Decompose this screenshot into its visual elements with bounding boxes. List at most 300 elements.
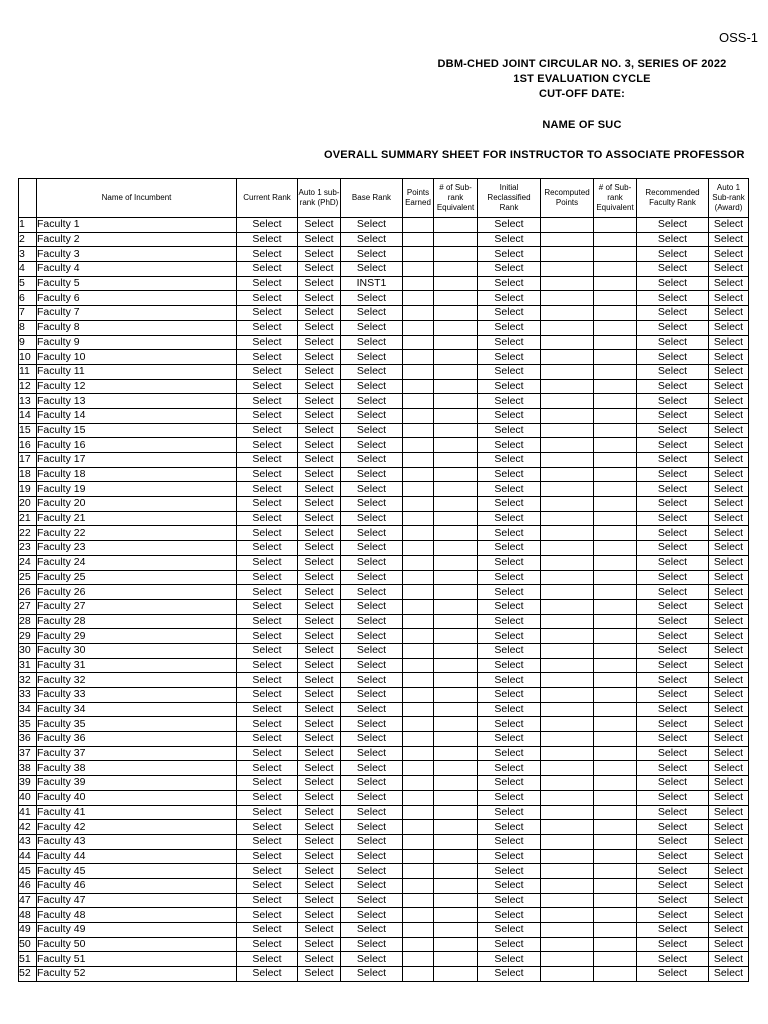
recommended-rank-select[interactable]: Select <box>637 952 709 967</box>
current-rank-select[interactable]: Select <box>237 320 298 335</box>
base-rank-select[interactable]: Select <box>341 702 403 717</box>
points-earned-cell[interactable] <box>403 276 434 291</box>
auto-subrank-phd-select[interactable]: Select <box>298 453 341 468</box>
subrank-equivalent-cell[interactable] <box>434 923 478 938</box>
current-rank-select[interactable]: Select <box>237 776 298 791</box>
recomputed-points-cell[interactable] <box>541 834 594 849</box>
base-rank-select[interactable]: Select <box>341 629 403 644</box>
auto-subrank-phd-select[interactable]: Select <box>298 923 341 938</box>
auto-subrank-award-select[interactable]: Select <box>709 511 749 526</box>
initial-rank-select[interactable]: Select <box>478 541 541 556</box>
points-earned-cell[interactable] <box>403 805 434 820</box>
auto-subrank-phd-select[interactable]: Select <box>298 761 341 776</box>
auto-subrank-award-select[interactable]: Select <box>709 834 749 849</box>
subrank-equivalent-2-cell[interactable] <box>594 555 637 570</box>
base-rank-select[interactable]: Select <box>341 335 403 350</box>
subrank-equivalent-cell[interactable] <box>434 864 478 879</box>
points-earned-cell[interactable] <box>403 923 434 938</box>
initial-rank-select[interactable]: Select <box>478 614 541 629</box>
initial-rank-select[interactable]: Select <box>478 834 541 849</box>
base-rank-select[interactable]: Select <box>341 541 403 556</box>
subrank-equivalent-cell[interactable] <box>434 688 478 703</box>
auto-subrank-award-select[interactable]: Select <box>709 453 749 468</box>
auto-subrank-phd-select[interactable]: Select <box>298 379 341 394</box>
points-earned-cell[interactable] <box>403 952 434 967</box>
subrank-equivalent-2-cell[interactable] <box>594 908 637 923</box>
subrank-equivalent-2-cell[interactable] <box>594 658 637 673</box>
recomputed-points-cell[interactable] <box>541 482 594 497</box>
recommended-rank-select[interactable]: Select <box>637 967 709 982</box>
auto-subrank-award-select[interactable]: Select <box>709 658 749 673</box>
recomputed-points-cell[interactable] <box>541 702 594 717</box>
auto-subrank-award-select[interactable]: Select <box>709 247 749 262</box>
recomputed-points-cell[interactable] <box>541 908 594 923</box>
points-earned-cell[interactable] <box>403 717 434 732</box>
recommended-rank-select[interactable]: Select <box>637 834 709 849</box>
subrank-equivalent-cell[interactable] <box>434 658 478 673</box>
points-earned-cell[interactable] <box>403 218 434 233</box>
subrank-equivalent-cell[interactable] <box>434 291 478 306</box>
current-rank-select[interactable]: Select <box>237 379 298 394</box>
recomputed-points-cell[interactable] <box>541 453 594 468</box>
points-earned-cell[interactable] <box>403 379 434 394</box>
subrank-equivalent-cell[interactable] <box>434 673 478 688</box>
recommended-rank-select[interactable]: Select <box>637 585 709 600</box>
initial-rank-select[interactable]: Select <box>478 276 541 291</box>
base-rank-select[interactable]: Select <box>341 673 403 688</box>
points-earned-cell[interactable] <box>403 849 434 864</box>
points-earned-cell[interactable] <box>403 790 434 805</box>
auto-subrank-award-select[interactable]: Select <box>709 218 749 233</box>
recommended-rank-select[interactable]: Select <box>637 482 709 497</box>
subrank-equivalent-2-cell[interactable] <box>594 306 637 321</box>
recommended-rank-select[interactable]: Select <box>637 232 709 247</box>
auto-subrank-phd-select[interactable]: Select <box>298 467 341 482</box>
recomputed-points-cell[interactable] <box>541 952 594 967</box>
auto-subrank-award-select[interactable]: Select <box>709 570 749 585</box>
auto-subrank-award-select[interactable]: Select <box>709 364 749 379</box>
recommended-rank-select[interactable]: Select <box>637 643 709 658</box>
auto-subrank-award-select[interactable]: Select <box>709 482 749 497</box>
initial-rank-select[interactable]: Select <box>478 937 541 952</box>
points-earned-cell[interactable] <box>403 511 434 526</box>
auto-subrank-phd-select[interactable]: Select <box>298 438 341 453</box>
subrank-equivalent-cell[interactable] <box>434 732 478 747</box>
auto-subrank-phd-select[interactable]: Select <box>298 262 341 277</box>
initial-rank-select[interactable]: Select <box>478 717 541 732</box>
recommended-rank-select[interactable]: Select <box>637 908 709 923</box>
recommended-rank-select[interactable]: Select <box>637 320 709 335</box>
subrank-equivalent-2-cell[interactable] <box>594 364 637 379</box>
auto-subrank-phd-select[interactable]: Select <box>298 511 341 526</box>
auto-subrank-award-select[interactable]: Select <box>709 526 749 541</box>
subrank-equivalent-2-cell[interactable] <box>594 952 637 967</box>
subrank-equivalent-2-cell[interactable] <box>594 526 637 541</box>
recommended-rank-select[interactable]: Select <box>637 746 709 761</box>
subrank-equivalent-2-cell[interactable] <box>594 776 637 791</box>
auto-subrank-award-select[interactable]: Select <box>709 306 749 321</box>
initial-rank-select[interactable]: Select <box>478 790 541 805</box>
auto-subrank-award-select[interactable]: Select <box>709 614 749 629</box>
base-rank-select[interactable]: Select <box>341 364 403 379</box>
auto-subrank-phd-select[interactable]: Select <box>298 746 341 761</box>
auto-subrank-phd-select[interactable]: Select <box>298 570 341 585</box>
current-rank-select[interactable]: Select <box>237 541 298 556</box>
auto-subrank-award-select[interactable]: Select <box>709 878 749 893</box>
subrank-equivalent-2-cell[interactable] <box>594 218 637 233</box>
recomputed-points-cell[interactable] <box>541 967 594 982</box>
base-rank-select[interactable]: Select <box>341 614 403 629</box>
current-rank-select[interactable]: Select <box>237 497 298 512</box>
subrank-equivalent-cell[interactable] <box>434 614 478 629</box>
subrank-equivalent-cell[interactable] <box>434 834 478 849</box>
recomputed-points-cell[interactable] <box>541 805 594 820</box>
recommended-rank-select[interactable]: Select <box>637 937 709 952</box>
initial-rank-select[interactable]: Select <box>478 482 541 497</box>
subrank-equivalent-cell[interactable] <box>434 585 478 600</box>
subrank-equivalent-2-cell[interactable] <box>594 849 637 864</box>
current-rank-select[interactable]: Select <box>237 350 298 365</box>
initial-rank-select[interactable]: Select <box>478 893 541 908</box>
subrank-equivalent-2-cell[interactable] <box>594 423 637 438</box>
base-rank-select[interactable]: Select <box>341 497 403 512</box>
subrank-equivalent-2-cell[interactable] <box>594 379 637 394</box>
recommended-rank-select[interactable]: Select <box>637 688 709 703</box>
auto-subrank-award-select[interactable]: Select <box>709 335 749 350</box>
initial-rank-select[interactable]: Select <box>478 350 541 365</box>
points-earned-cell[interactable] <box>403 629 434 644</box>
auto-subrank-phd-select[interactable]: Select <box>298 232 341 247</box>
base-rank-select[interactable]: Select <box>341 688 403 703</box>
auto-subrank-award-select[interactable]: Select <box>709 541 749 556</box>
auto-subrank-phd-select[interactable]: Select <box>298 967 341 982</box>
initial-rank-select[interactable]: Select <box>478 746 541 761</box>
current-rank-select[interactable]: Select <box>237 482 298 497</box>
base-rank-select[interactable]: Select <box>341 438 403 453</box>
auto-subrank-award-select[interactable]: Select <box>709 732 749 747</box>
recomputed-points-cell[interactable] <box>541 232 594 247</box>
auto-subrank-award-select[interactable]: Select <box>709 673 749 688</box>
initial-rank-select[interactable]: Select <box>478 878 541 893</box>
points-earned-cell[interactable] <box>403 834 434 849</box>
base-rank-select[interactable]: Select <box>341 408 403 423</box>
subrank-equivalent-2-cell[interactable] <box>594 702 637 717</box>
current-rank-select[interactable]: Select <box>237 805 298 820</box>
points-earned-cell[interactable] <box>403 364 434 379</box>
recomputed-points-cell[interactable] <box>541 247 594 262</box>
subrank-equivalent-cell[interactable] <box>434 438 478 453</box>
current-rank-select[interactable]: Select <box>237 262 298 277</box>
current-rank-select[interactable]: Select <box>237 335 298 350</box>
recomputed-points-cell[interactable] <box>541 820 594 835</box>
subrank-equivalent-cell[interactable] <box>434 262 478 277</box>
points-earned-cell[interactable] <box>403 262 434 277</box>
current-rank-select[interactable]: Select <box>237 511 298 526</box>
points-earned-cell[interactable] <box>403 878 434 893</box>
auto-subrank-phd-select[interactable]: Select <box>298 291 341 306</box>
initial-rank-select[interactable]: Select <box>478 394 541 409</box>
recomputed-points-cell[interactable] <box>541 864 594 879</box>
recommended-rank-select[interactable]: Select <box>637 262 709 277</box>
subrank-equivalent-cell[interactable] <box>434 717 478 732</box>
subrank-equivalent-cell[interactable] <box>434 218 478 233</box>
subrank-equivalent-2-cell[interactable] <box>594 834 637 849</box>
current-rank-select[interactable]: Select <box>237 599 298 614</box>
recomputed-points-cell[interactable] <box>541 717 594 732</box>
auto-subrank-award-select[interactable]: Select <box>709 262 749 277</box>
auto-subrank-award-select[interactable]: Select <box>709 467 749 482</box>
auto-subrank-award-select[interactable]: Select <box>709 717 749 732</box>
auto-subrank-phd-select[interactable]: Select <box>298 658 341 673</box>
recommended-rank-select[interactable]: Select <box>637 761 709 776</box>
recommended-rank-select[interactable]: Select <box>637 291 709 306</box>
auto-subrank-phd-select[interactable]: Select <box>298 408 341 423</box>
base-rank-select[interactable]: Select <box>341 746 403 761</box>
initial-rank-select[interactable]: Select <box>478 232 541 247</box>
subrank-equivalent-cell[interactable] <box>434 306 478 321</box>
base-rank-select[interactable]: Select <box>341 923 403 938</box>
subrank-equivalent-cell[interactable] <box>434 320 478 335</box>
recommended-rank-select[interactable]: Select <box>637 717 709 732</box>
auto-subrank-award-select[interactable]: Select <box>709 379 749 394</box>
current-rank-select[interactable]: Select <box>237 232 298 247</box>
auto-subrank-award-select[interactable]: Select <box>709 790 749 805</box>
subrank-equivalent-2-cell[interactable] <box>594 467 637 482</box>
auto-subrank-award-select[interactable]: Select <box>709 908 749 923</box>
auto-subrank-phd-select[interactable]: Select <box>298 717 341 732</box>
subrank-equivalent-2-cell[interactable] <box>594 570 637 585</box>
recommended-rank-select[interactable]: Select <box>637 453 709 468</box>
recommended-rank-select[interactable]: Select <box>637 408 709 423</box>
recomputed-points-cell[interactable] <box>541 276 594 291</box>
auto-subrank-award-select[interactable]: Select <box>709 408 749 423</box>
subrank-equivalent-2-cell[interactable] <box>594 232 637 247</box>
current-rank-select[interactable]: Select <box>237 291 298 306</box>
auto-subrank-phd-select[interactable]: Select <box>298 394 341 409</box>
points-earned-cell[interactable] <box>403 350 434 365</box>
base-rank-select[interactable]: Select <box>341 849 403 864</box>
auto-subrank-award-select[interactable]: Select <box>709 952 749 967</box>
recommended-rank-select[interactable]: Select <box>637 878 709 893</box>
auto-subrank-phd-select[interactable]: Select <box>298 629 341 644</box>
recomputed-points-cell[interactable] <box>541 599 594 614</box>
subrank-equivalent-2-cell[interactable] <box>594 717 637 732</box>
auto-subrank-phd-select[interactable]: Select <box>298 952 341 967</box>
auto-subrank-phd-select[interactable]: Select <box>298 893 341 908</box>
points-earned-cell[interactable] <box>403 497 434 512</box>
current-rank-select[interactable]: Select <box>237 364 298 379</box>
base-rank-select[interactable]: Select <box>341 732 403 747</box>
auto-subrank-phd-select[interactable]: Select <box>298 673 341 688</box>
auto-subrank-phd-select[interactable]: Select <box>298 482 341 497</box>
base-rank-select[interactable]: Select <box>341 776 403 791</box>
auto-subrank-phd-select[interactable]: Select <box>298 614 341 629</box>
auto-subrank-phd-select[interactable]: Select <box>298 276 341 291</box>
subrank-equivalent-cell[interactable] <box>434 364 478 379</box>
recomputed-points-cell[interactable] <box>541 776 594 791</box>
recommended-rank-select[interactable]: Select <box>637 732 709 747</box>
points-earned-cell[interactable] <box>403 732 434 747</box>
base-rank-select[interactable]: Select <box>341 761 403 776</box>
initial-rank-select[interactable]: Select <box>478 320 541 335</box>
base-rank-select[interactable]: Select <box>341 790 403 805</box>
current-rank-select[interactable]: Select <box>237 658 298 673</box>
base-rank-select[interactable]: Select <box>341 555 403 570</box>
current-rank-select[interactable]: Select <box>237 408 298 423</box>
recomputed-points-cell[interactable] <box>541 291 594 306</box>
auto-subrank-award-select[interactable]: Select <box>709 805 749 820</box>
initial-rank-select[interactable]: Select <box>478 643 541 658</box>
recommended-rank-select[interactable]: Select <box>637 497 709 512</box>
subrank-equivalent-cell[interactable] <box>434 394 478 409</box>
recommended-rank-select[interactable]: Select <box>637 923 709 938</box>
current-rank-select[interactable]: Select <box>237 218 298 233</box>
current-rank-select[interactable]: Select <box>237 908 298 923</box>
base-rank-select[interactable]: Select <box>341 232 403 247</box>
points-earned-cell[interactable] <box>403 658 434 673</box>
recomputed-points-cell[interactable] <box>541 262 594 277</box>
current-rank-select[interactable]: Select <box>237 834 298 849</box>
recomputed-points-cell[interactable] <box>541 849 594 864</box>
subrank-equivalent-cell[interactable] <box>434 746 478 761</box>
subrank-equivalent-2-cell[interactable] <box>594 511 637 526</box>
initial-rank-select[interactable]: Select <box>478 585 541 600</box>
points-earned-cell[interactable] <box>403 232 434 247</box>
initial-rank-select[interactable]: Select <box>478 820 541 835</box>
current-rank-select[interactable]: Select <box>237 717 298 732</box>
base-rank-select[interactable]: Select <box>341 658 403 673</box>
recommended-rank-select[interactable]: Select <box>637 790 709 805</box>
points-earned-cell[interactable] <box>403 820 434 835</box>
subrank-equivalent-cell[interactable] <box>434 408 478 423</box>
auto-subrank-award-select[interactable]: Select <box>709 423 749 438</box>
recomputed-points-cell[interactable] <box>541 408 594 423</box>
auto-subrank-award-select[interactable]: Select <box>709 585 749 600</box>
recommended-rank-select[interactable]: Select <box>637 526 709 541</box>
base-rank-select[interactable]: Select <box>341 526 403 541</box>
subrank-equivalent-2-cell[interactable] <box>594 614 637 629</box>
auto-subrank-phd-select[interactable]: Select <box>298 820 341 835</box>
subrank-equivalent-cell[interactable] <box>434 423 478 438</box>
recomputed-points-cell[interactable] <box>541 658 594 673</box>
recomputed-points-cell[interactable] <box>541 761 594 776</box>
points-earned-cell[interactable] <box>403 423 434 438</box>
subrank-equivalent-cell[interactable] <box>434 967 478 982</box>
recommended-rank-select[interactable]: Select <box>637 820 709 835</box>
current-rank-select[interactable]: Select <box>237 967 298 982</box>
base-rank-select[interactable]: Select <box>341 350 403 365</box>
initial-rank-select[interactable]: Select <box>478 423 541 438</box>
initial-rank-select[interactable]: Select <box>478 218 541 233</box>
recomputed-points-cell[interactable] <box>541 438 594 453</box>
initial-rank-select[interactable]: Select <box>478 658 541 673</box>
recommended-rank-select[interactable]: Select <box>637 776 709 791</box>
points-earned-cell[interactable] <box>403 599 434 614</box>
current-rank-select[interactable]: Select <box>237 570 298 585</box>
auto-subrank-award-select[interactable]: Select <box>709 761 749 776</box>
subrank-equivalent-2-cell[interactable] <box>594 967 637 982</box>
current-rank-select[interactable]: Select <box>237 629 298 644</box>
initial-rank-select[interactable]: Select <box>478 511 541 526</box>
current-rank-select[interactable]: Select <box>237 790 298 805</box>
base-rank-select[interactable]: Select <box>341 306 403 321</box>
subrank-equivalent-2-cell[interactable] <box>594 746 637 761</box>
points-earned-cell[interactable] <box>403 482 434 497</box>
recomputed-points-cell[interactable] <box>541 629 594 644</box>
subrank-equivalent-2-cell[interactable] <box>594 585 637 600</box>
initial-rank-select[interactable]: Select <box>478 335 541 350</box>
points-earned-cell[interactable] <box>403 453 434 468</box>
initial-rank-select[interactable]: Select <box>478 364 541 379</box>
subrank-equivalent-cell[interactable] <box>434 511 478 526</box>
recommended-rank-select[interactable]: Select <box>637 555 709 570</box>
recomputed-points-cell[interactable] <box>541 335 594 350</box>
subrank-equivalent-cell[interactable] <box>434 805 478 820</box>
recomputed-points-cell[interactable] <box>541 394 594 409</box>
subrank-equivalent-cell[interactable] <box>434 937 478 952</box>
points-earned-cell[interactable] <box>403 335 434 350</box>
subrank-equivalent-cell[interactable] <box>434 643 478 658</box>
points-earned-cell[interactable] <box>403 746 434 761</box>
auto-subrank-phd-select[interactable]: Select <box>298 805 341 820</box>
recommended-rank-select[interactable]: Select <box>637 893 709 908</box>
base-rank-select[interactable]: Select <box>341 599 403 614</box>
recommended-rank-select[interactable]: Select <box>637 350 709 365</box>
recommended-rank-select[interactable]: Select <box>637 541 709 556</box>
base-rank-select[interactable]: Select <box>341 423 403 438</box>
subrank-equivalent-cell[interactable] <box>434 335 478 350</box>
subrank-equivalent-cell[interactable] <box>434 247 478 262</box>
auto-subrank-phd-select[interactable]: Select <box>298 643 341 658</box>
base-rank-select[interactable]: Select <box>341 864 403 879</box>
auto-subrank-award-select[interactable]: Select <box>709 291 749 306</box>
auto-subrank-award-select[interactable]: Select <box>709 702 749 717</box>
subrank-equivalent-2-cell[interactable] <box>594 864 637 879</box>
recommended-rank-select[interactable]: Select <box>637 364 709 379</box>
recomputed-points-cell[interactable] <box>541 218 594 233</box>
current-rank-select[interactable]: Select <box>237 673 298 688</box>
subrank-equivalent-cell[interactable] <box>434 776 478 791</box>
points-earned-cell[interactable] <box>403 247 434 262</box>
base-rank-select[interactable]: Select <box>341 967 403 982</box>
base-rank-select[interactable]: Select <box>341 834 403 849</box>
subrank-equivalent-cell[interactable] <box>434 570 478 585</box>
points-earned-cell[interactable] <box>403 614 434 629</box>
subrank-equivalent-2-cell[interactable] <box>594 790 637 805</box>
auto-subrank-phd-select[interactable]: Select <box>298 937 341 952</box>
auto-subrank-phd-select[interactable]: Select <box>298 526 341 541</box>
base-rank-select[interactable]: Select <box>341 893 403 908</box>
initial-rank-select[interactable]: Select <box>478 805 541 820</box>
subrank-equivalent-2-cell[interactable] <box>594 893 637 908</box>
base-rank-select[interactable]: Select <box>341 717 403 732</box>
base-rank-select[interactable]: Select <box>341 320 403 335</box>
auto-subrank-award-select[interactable]: Select <box>709 394 749 409</box>
recomputed-points-cell[interactable] <box>541 878 594 893</box>
points-earned-cell[interactable] <box>403 673 434 688</box>
subrank-equivalent-2-cell[interactable] <box>594 335 637 350</box>
recommended-rank-select[interactable]: Select <box>637 629 709 644</box>
auto-subrank-phd-select[interactable]: Select <box>298 585 341 600</box>
recommended-rank-select[interactable]: Select <box>637 276 709 291</box>
initial-rank-select[interactable]: Select <box>478 467 541 482</box>
auto-subrank-award-select[interactable]: Select <box>709 232 749 247</box>
subrank-equivalent-2-cell[interactable] <box>594 761 637 776</box>
current-rank-select[interactable]: Select <box>237 394 298 409</box>
points-earned-cell[interactable] <box>403 643 434 658</box>
initial-rank-select[interactable]: Select <box>478 967 541 982</box>
initial-rank-select[interactable]: Select <box>478 599 541 614</box>
